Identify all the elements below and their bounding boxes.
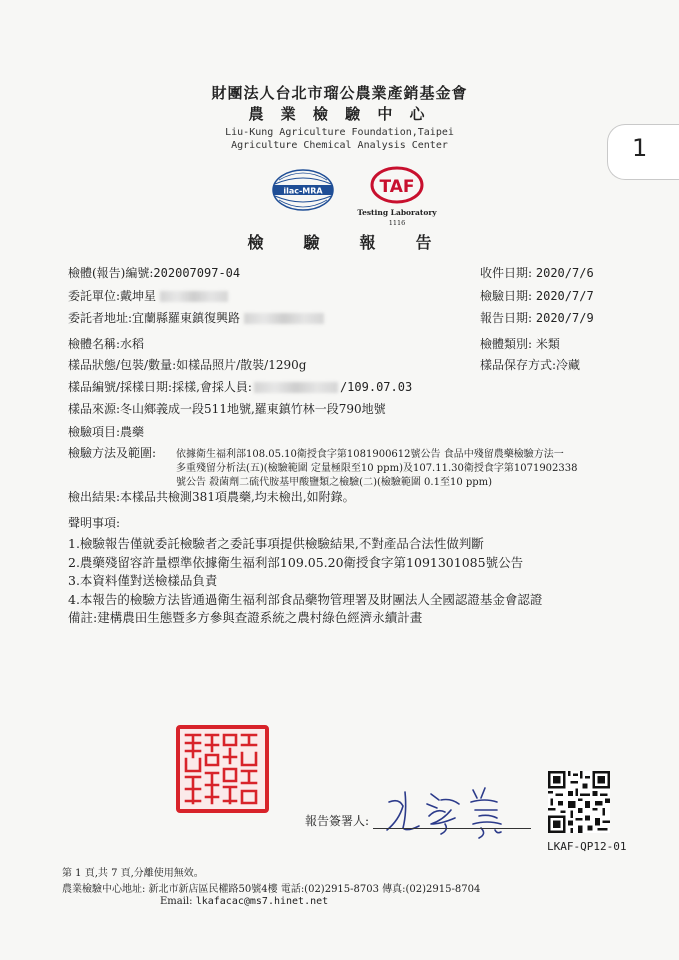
taf-subtitle: Testing Laboratory [357,208,437,217]
sample-number-value: 202007097-04 [153,266,241,280]
test-item-row [68,423,144,440]
declarations-title: 聲明事項: [68,516,121,530]
footer-email-label: Email: [160,896,193,907]
report-date-label: 報告日期: [480,311,533,325]
test-item-label: 檢驗項目: [68,425,121,439]
result-label: 檢出結果: [68,490,121,504]
received-date-label: 收件日期: [480,266,533,280]
redacted-client [160,291,228,302]
qr-code [547,771,611,833]
source-value: 冬山鄉義成一段511地號,羅東鎮竹林一段790地號 [120,402,386,416]
storage-row [480,356,580,373]
client-address-label: 委託者地址: [68,311,133,325]
test-item-value: 農藥 [120,425,145,439]
handwritten-signature [375,780,535,840]
sample-state-row [68,356,306,373]
sampling-date: /109.07.03 [339,380,413,394]
received-date-value: 2020/7/6 [535,266,594,280]
test-date-label: 檢驗日期: [480,289,533,303]
org-name: 財團法人台北市瑠公農業產銷基金會 [211,84,468,102]
result-row [68,488,355,505]
sampling-row [68,378,412,395]
sample-category-row [480,335,560,352]
sample-number-label: 檢體(報告)編號: [68,266,154,280]
signature-line [373,828,531,829]
sample-number-row [68,264,240,281]
declaration-item: 1.檢驗報告僅就委託檢驗者之委託事項提供檢驗結果,不對產品合法性做判斷 [68,536,484,551]
form-code: LKAF-QP12-01 [547,840,627,853]
footer-email-link[interactable]: lkafacac@ms7.hinet.net [195,896,329,907]
sample-category-value: 米類 [535,337,560,351]
storage-value: 冷藏 [556,358,581,372]
declaration-item: 4.本報告的檢驗方法皆通過衛生福利部食品藥物管理署及財團法人全國認證基金會認證 [68,592,543,607]
center-name: 農 業 檢 驗 中 心 [248,105,431,123]
test-method-line-3: 號公告 殺菌劑二硫代胺基甲酸鹽類之檢驗(二)(檢驗範圍 0.1至10 ppm) [176,477,493,488]
source-row [68,400,386,417]
sample-state-value: 如樣品照片/散裝/1290g [176,358,307,372]
declaration-note: 備註:建構農田生態暨多方參與查證系統之農村綠色經濟永續計畫 [68,610,423,625]
received-date-row [480,264,594,281]
page-tab-number: 1 [632,134,648,162]
taf-number: 1116 [388,219,406,227]
test-method-line-1: 依據衛生福利部108.05.10衛授食字第1081900612號公告 食品中殘留農藥檢驗方法一 [176,449,564,460]
declaration-item: 3.本資料僅對送檢樣品負責 [68,573,218,588]
footer-page-info: 第 1 頁,共 7 頁,分離使用無效。 [62,868,204,879]
test-method-label: 檢驗方法及範圍: [68,446,157,460]
redacted-sampler [254,382,338,393]
test-method-line-2: 多重殘留分析法(五)(檢驗範圍 定量極限至10 ppm)及107.11.30衛授食字第1071902338 [176,463,578,474]
ilac-text: ilac-MRA [283,186,323,196]
redacted-address [244,313,324,324]
footer-email-row [160,896,328,907]
english-center-name: Agriculture Chemical Analysis Center [231,140,448,151]
client-label: 委託單位: [68,289,121,303]
official-seal [176,725,269,813]
ilac-mra-logo [271,168,335,212]
taf-logo [353,164,441,230]
result-value: 本樣品共檢測381項農藥,均未檢出,如附錄。 [120,490,355,504]
storage-label: 樣品保存方式: [480,358,557,372]
sample-category-label: 檢體類別: [480,337,533,351]
footer-address: 農業檢驗中心地址: 新北市新店區民權路50號4樓 電話:(02)2915-8703 傳真:(02)2915-8704 [62,884,481,895]
client-value: 戴坤星 [120,289,157,303]
sample-state-label: 樣品狀態/包裝/數量: [68,358,177,372]
sample-name-row [68,335,144,352]
sample-name-value: 水稻 [120,337,145,351]
source-label: 樣品來源: [68,402,121,416]
english-org-name: Liu-Kung Agriculture Foundation,Taipei [225,127,454,138]
sampling-label: 樣品編號/採樣日期: [68,380,173,394]
taf-text: TAF [379,177,415,197]
report-date-row [480,309,594,326]
test-date-row [480,287,594,304]
report-date-value: 2020/7/9 [535,311,594,325]
client-address-value: 宜蘭縣羅東鎮復興路 [132,311,241,325]
client-row [68,287,228,304]
client-address-row [68,309,324,326]
sample-name-label: 檢體名稱: [68,337,121,351]
sampling-value: 採樣,會採人員: [172,380,252,394]
report-title: 檢驗報告 [247,233,472,252]
test-date-value: 2020/7/7 [535,289,594,303]
declaration-item: 2.農藥殘留容許量標準依據衛生福利部109.05.20衛授食字第1091301085號公告 [68,555,524,570]
signer-label: 報告簽署人: [305,814,370,828]
